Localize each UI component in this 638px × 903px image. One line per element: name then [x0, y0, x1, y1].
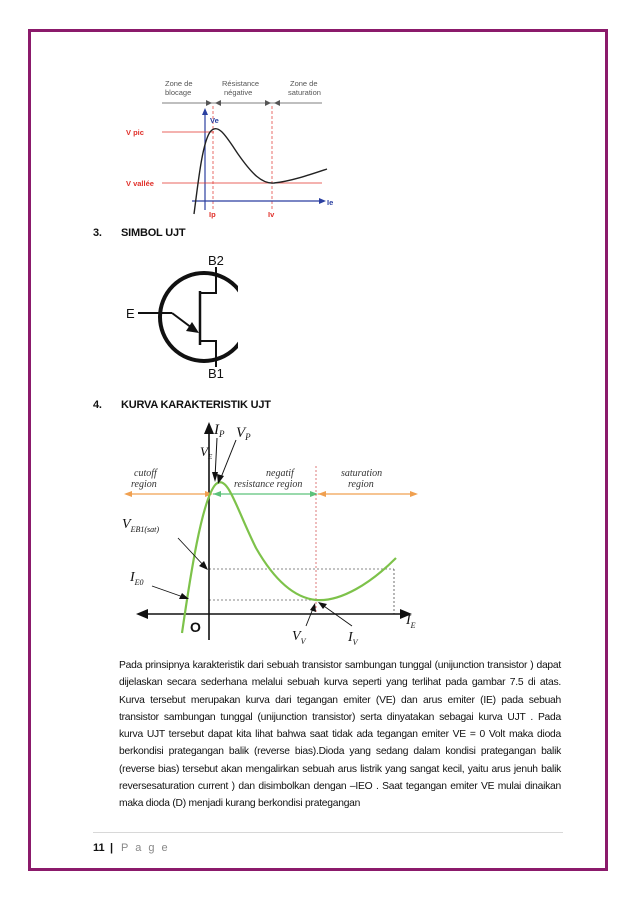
v-vallee-label: V vallée: [126, 179, 154, 188]
zone-label: Résistance: [222, 79, 260, 88]
axis-y-label: Ve: [210, 116, 219, 125]
ve-label: $V_E$: [200, 444, 213, 461]
e-label: E: [126, 306, 135, 321]
ip-label: $I_P$: [214, 422, 225, 439]
figure-ujt-zones: [122, 74, 347, 220]
saturation-label: saturation: [341, 468, 383, 479]
figure-ujt-curve: [116, 418, 428, 648]
footer-separator: |: [110, 842, 114, 854]
page-label: P a g e: [121, 842, 170, 854]
ie-label: $I_E$: [406, 613, 416, 630]
b1-label: B1: [208, 366, 224, 381]
vp-label: $V_P$: [236, 425, 251, 442]
negatif-label: resistance region: [234, 479, 303, 490]
iv-label: Iv: [268, 210, 275, 219]
section-title: KURVA KARAKTERISTIK UJT: [121, 399, 271, 411]
ip-label: Ip: [209, 210, 216, 219]
zone-label: saturation: [288, 88, 321, 97]
section-heading-3: [93, 227, 185, 239]
v-pic-label: V pic: [126, 128, 144, 137]
b2-label: B2: [208, 253, 224, 268]
cutoff-label: cutoff: [134, 468, 157, 479]
ujt-symbol: [118, 249, 238, 381]
negatif-label: negatif: [266, 468, 294, 479]
page-number: 11: [93, 842, 105, 854]
zone-label: négative: [224, 88, 253, 97]
vv-label: $V_V$: [292, 629, 306, 646]
axis-x-label: Ie: [327, 198, 334, 207]
zone-label: Zone de: [165, 79, 193, 88]
cutoff-label: region: [131, 479, 157, 490]
section-number: 4.: [93, 399, 102, 411]
section-title: SIMBOL UJT: [121, 227, 186, 239]
veb-label: $V_{EB1(sat)}$: [122, 517, 159, 534]
origin-label: O: [190, 619, 201, 635]
paragraph-text: Pada prinsipnya karakteristik dari sebuah transistor sambungan tunggal (unijunction transistor ) dapat dijelaskan secara sederhana melalui sebuah kurva seperti yang terlihat pada gambar 7.5 di atas. Kurva tersebut merupakan kurva dari tegangan emiter (VE) dan arus emiter (IE) pada sebuah transistor sambungan tunggal (unijunction transistor) serta dinyatakan sebagai kurva UJT . Pada kurva UJT tersebut dapat kita lihat bahwa saat tidak ada tegangan emiter VE = 0 Volt maka dioda berkondisi prategangan balik (reverse bias).Dioda yang sedang dalam kondisi prategangan balik (reverse bias) tersebut akan mengalirkan sebuah arus listrik yang sangat kecil, yaitu arus jenuh balik reversesaturation current ) dan disimbolkan dengan –IEO . Saat tegangan emiter VE mulai dinaikan maka dioda (D) menjadi kurang berkondisi prategangan: [119, 660, 561, 810]
section-heading-4: [93, 399, 271, 411]
page-footer: [93, 832, 563, 854]
saturation-label: region: [348, 479, 374, 490]
zone-label: blocage: [165, 88, 192, 97]
iv-label: $I_V$: [348, 630, 358, 647]
zone-label: Zone de: [290, 79, 318, 88]
body-paragraph: [119, 657, 561, 813]
section-number: 3.: [93, 227, 102, 239]
ieo-label: $I_{E0}$: [130, 570, 144, 587]
